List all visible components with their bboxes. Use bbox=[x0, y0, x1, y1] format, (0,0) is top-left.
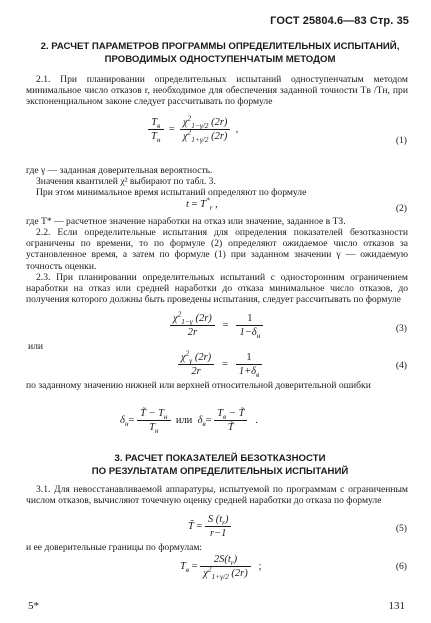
formula-3: $\frac{\chi^2_{1-\gamma} (2r)}{2r}$ = $\frac{1}{1-\delta_н}$ bbox=[170, 313, 263, 338]
equation-number-5: (5) bbox=[395, 523, 407, 534]
where-gamma: где γ — заданная доверительная вероятность. bbox=[26, 165, 213, 176]
section-2-title-line1: 2. РАСЧЕТ ПАРАМЕТРОВ ПРОГРАММЫ ОПРЕДЕЛИТЕЛЬНЫХ ИСПЫТАНИЙ, bbox=[40, 41, 400, 52]
tstar-note: где T* — расчетное значение наработки на отказ или значение, заданное в ТЗ. bbox=[26, 216, 346, 227]
footer-signature-mark: 5* bbox=[28, 600, 39, 612]
formula-deltas: $\delta_н=$ $\frac{T̃ - T_н}{T_н}$ или $\delta_в=$ $\frac{T_в - T̃}{T̃}$ . bbox=[120, 408, 258, 436]
equation-number-3: (3) bbox=[395, 323, 407, 334]
section-2-title-line2: ПРОВОДИМЫХ ОДНОСТУПЕНЧАТЫМ МЕТОДОМ bbox=[104, 54, 336, 65]
min-time-note: При этом минимальное время испытаний определяют по формуле bbox=[36, 187, 307, 198]
formula-6: $T_в$ = $\frac{2S(t_r)}{\chi^2_{1+\gamma/2} (2r)}$ ; bbox=[180, 554, 262, 582]
or-inline: или bbox=[175, 414, 193, 426]
paragraph-2-3: 2.3. При планировании определительных испытаний с односторонним ограничением наработки на отказ или средней наработки до отказа минимальное число отказов, до получения которого должны быть проведены испытания, следует рассчитывать по формуле bbox=[26, 272, 408, 306]
equation-number-1: (1) bbox=[395, 135, 407, 146]
page-number: 131 bbox=[388, 600, 405, 612]
section-3-title-line2: ПО РЕЗУЛЬТАТАМ ОПРЕДЕЛИТЕЛЬНЫХ ИСПЫТАНИЙ bbox=[91, 466, 349, 477]
paragraph-after-4: по заданному значению нижней или верхней относительной доверительной ошибки bbox=[26, 380, 371, 391]
quantiles-note: Значения квантилей χ² выбирают по табл. 3. bbox=[36, 176, 216, 187]
formula-5: T̃ = $\frac{S (t_r)}{r-1}$ bbox=[188, 514, 231, 539]
bounds-note: и ее доверительные границы по формулам: bbox=[26, 542, 203, 553]
formula-4: $\frac{\chi^2_\gamma (2r)}{2r}$ = $\frac{1}{1+\delta_в}$ bbox=[178, 352, 262, 377]
formula-1: $\frac{T_в}{T_н}$ = $\frac{\chi^2_{1-\gamma/2} (2r)}{\chi^2_{1+\gamma/2} (2r)}$ , bbox=[148, 117, 238, 142]
formula-2: $t = T^*_r$ , bbox=[186, 195, 218, 213]
equation-number-6: (6) bbox=[395, 561, 407, 572]
equation-number-4: (4) bbox=[395, 360, 407, 371]
paragraph-3-1: 3.1. Для невосстанавливаемой аппаратуры, испытуемой по программам с ограниченным числом отказов, вычисляют точечную оценку средней наработки до отказа по формуле bbox=[26, 484, 408, 507]
section-3-title-line1: 3. РАСЧЕТ ПОКАЗАТЕЛЕЙ БЕЗОТКАЗНОСТИ bbox=[114, 453, 326, 464]
paragraph-2-2: 2.2. Если определительные испытания для определения показателей безотказности ограничены по времени, то по формуле (2) определяют ожидаемое число отказов за установленное время, а затем по формуле (1) при заданном значении γ — ожидаемую точность оценки. bbox=[26, 227, 408, 272]
equation-number-2: (2) bbox=[395, 203, 407, 214]
or-word: или bbox=[28, 341, 44, 352]
paragraph-2-1: 2.1. При планировании определительных испытаний одноступенчатым методом минимальное число отказов r, необходимое для обеспечения заданной точности Tв /Tн, при экспоненциальном законе следует рассчитывать по формуле bbox=[26, 74, 408, 108]
page-header: ГОСТ 25804.6—83 Стр. 35 bbox=[270, 15, 409, 27]
